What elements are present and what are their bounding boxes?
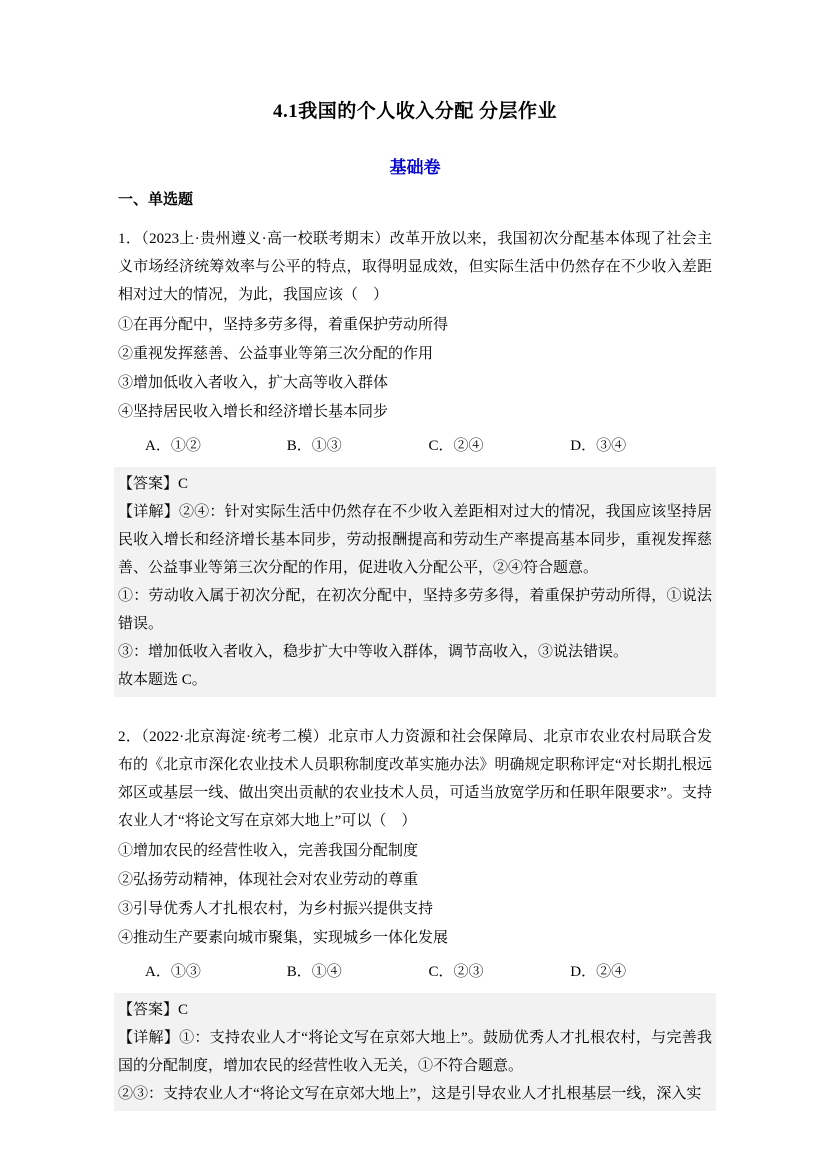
question-2-choice-c: C．②③: [428, 964, 484, 980]
question-2-answer-block: [114, 993, 716, 1111]
question-2-choice-b: B．①④: [286, 964, 342, 980]
question-2-option-4: ④推动生产要素向城市聚集，实现城乡一体化发展: [118, 930, 449, 946]
question-block-1: [118, 225, 712, 697]
question-1-option-4: ④坚持居民收入增长和经济增长基本同步: [118, 404, 389, 420]
question-2-analysis-2: ②③：支持农业人才“将论文写在京郊大地上”，这是引导农业人才扎根基层一线，深入实: [118, 1086, 702, 1102]
question-1-choice-d: D．③④: [570, 438, 627, 454]
question-1-analysis-3: ③：增加低收入者收入，稳步扩大中等收入群体，调节高收入，③说法错误。: [118, 644, 629, 660]
question-1-analysis-2: ①：劳动收入属于初次分配，在初次分配中，坚持多劳多得，着重保护劳动所得，①说法错误。: [118, 588, 712, 632]
question-2-analysis-1: 【详解】①：支持农业人才“将论文写在京郊大地上”。鼓励优秀人才扎根农村，与完善我国的分配制度，增加农民的经营性收入无关，①不符合题意。: [118, 1030, 712, 1074]
question-2-option-1: ①增加农民的经营性收入，完善我国分配制度: [118, 843, 419, 859]
question-1-answer-block: [114, 467, 716, 697]
volume-heading: 基础卷: [389, 158, 441, 177]
question-2-stem: 2．（2022·北京海淀·统考二模）北京市人力资源和社会保障局、北京市农业农村局联合发布的《北京市深化农业技术人员职称制度改革实施办法》明确规定职称评定“对长期扎根远郊区或基层一线、做出突出贡献的农业技术人员，可适当放宽学历和任职年限要求”。支持农业人才“将论文写在京郊大地上”可以（ ）: [118, 729, 712, 829]
document-title: 4.1我国的个人收入分配 分层作业: [272, 101, 557, 122]
question-1-answer: 【答案】C: [118, 476, 189, 492]
question-1-choice-row: [118, 429, 712, 463]
question-2-answer: 【答案】C: [118, 1002, 189, 1018]
question-1-choice-b: B．①③: [286, 438, 342, 454]
question-1-option-1: ①在再分配中，坚持多劳多得，着重保护劳动所得: [118, 317, 449, 333]
question-block-2: [118, 723, 712, 1111]
question-2-choice-row: [118, 955, 712, 989]
section-heading: 一、单选题: [118, 192, 194, 208]
question-1-option-2: ②重视发挥慈善、公益事业等第三次分配的作用: [118, 346, 434, 362]
question-1-choice-c: C．②④: [428, 438, 484, 454]
question-2-option-2: ②弘扬劳动精神，体现社会对农业劳动的尊重: [118, 872, 419, 888]
question-1-analysis-4: 故本题选 C。: [118, 672, 207, 688]
question-1-analysis-1: 【详解】②④：针对实际生活中仍然存在不少收入差距相对过大的情况，我国应该坚持居民收入增长和经济增长基本同步，劳动报酬提高和劳动生产率提高基本同步，重视发挥慈善、公益事业等第三次分配的作用，促进收入分配公平，②④符合题意。: [118, 504, 712, 576]
question-1-stem: 1．（2023上·贵州遵义·高一校联考期末）改革开放以来，我国初次分配基本体现了社会主义市场经济统筹效率与公平的特点，取得明显成效，但实际生活中仍然存在不少收入差距相对过大的情况，为此，我国应该（ ）: [118, 231, 712, 303]
question-1-choice-a: A．①②: [145, 438, 201, 454]
question-1-option-3: ③增加低收入者收入，扩大高等收入群体: [118, 375, 389, 391]
question-2-option-3: ③引导优秀人才扎根农村，为乡村振兴提供支持: [118, 901, 434, 917]
question-2-choice-a: A．①③: [145, 964, 201, 980]
question-2-choice-d: D．②④: [570, 964, 627, 980]
